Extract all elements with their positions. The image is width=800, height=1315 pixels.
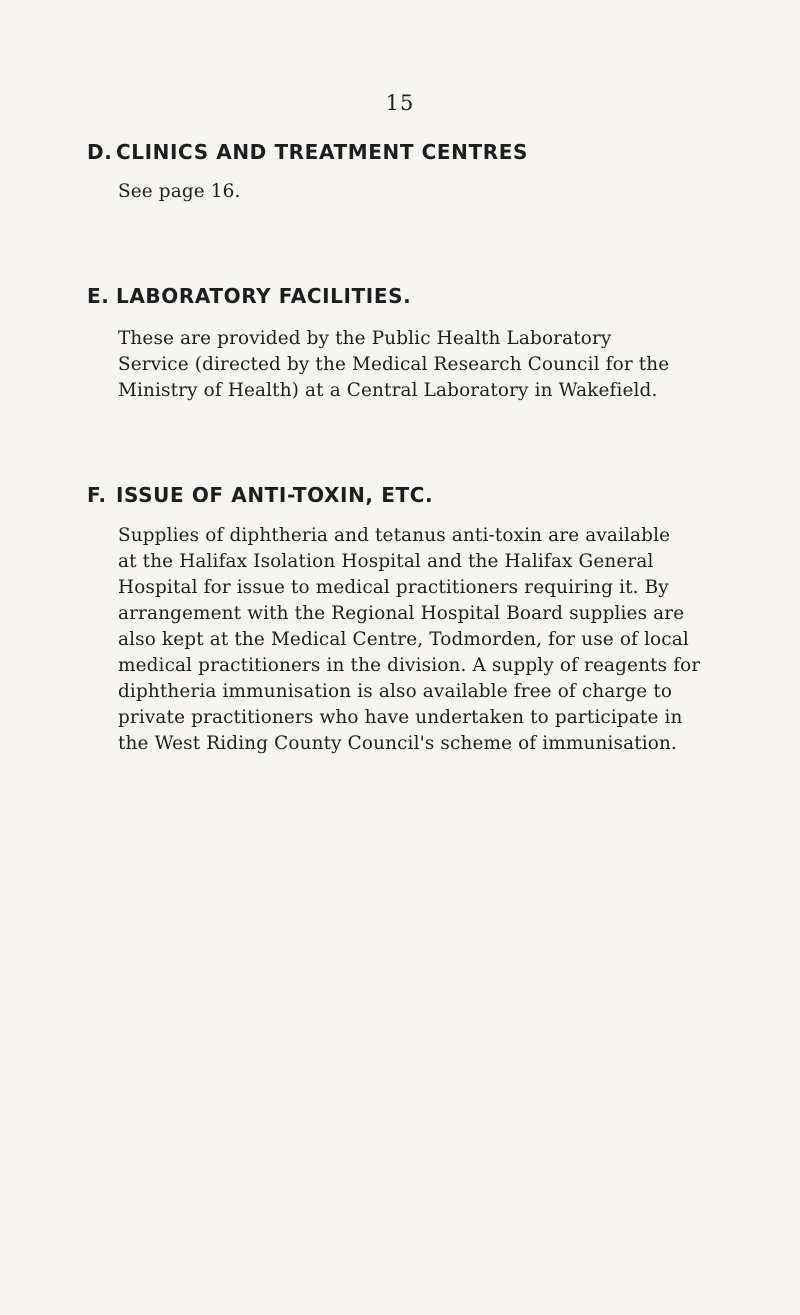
paragraph-line: Ministry of Health) at a Central Laboratory in Wakefield.: [118, 380, 658, 401]
paragraph-line: diphtheria immunisation is also available free of charge to: [118, 681, 673, 702]
paragraph-line: These are provided by the Public Health Laboratory: [118, 328, 612, 349]
paragraph-line: medical practitioners in the division. A supply of reagents for: [118, 655, 701, 676]
section-title: CLINICS AND TREATMENT CENTRES: [116, 140, 529, 164]
paragraph-line: Hospital for issue to medical practitioners requiring it. By: [118, 577, 669, 598]
section-title: ISSUE OF ANTI-TOXIN, ETC.: [116, 483, 434, 507]
section-paragraph: [87, 326, 727, 404]
section-anti-toxin: [87, 481, 727, 757]
paragraph-line: also kept at the Medical Centre, Todmorden, for use of local: [118, 629, 689, 650]
section-letter: E.: [87, 284, 110, 308]
paragraph-line: See page 16.: [118, 181, 241, 202]
paragraph-line: private practitioners who have undertaken to participate in: [118, 707, 683, 728]
paragraph-line: Service (directed by the Medical Research Council for the: [118, 354, 670, 375]
page-number: 15: [385, 91, 415, 115]
section-laboratory: [87, 282, 727, 404]
paragraph-line: at the Halifax Isolation Hospital and the Halifax General: [118, 551, 654, 572]
section-letter: F.: [87, 483, 107, 507]
section-paragraph: [87, 179, 727, 205]
paragraph-line: Supplies of diphtheria and tetanus anti-toxin are available: [118, 525, 671, 546]
section-heading: [87, 481, 727, 509]
paragraph-line: arrangement with the Regional Hospital Board supplies are: [118, 603, 685, 624]
section-paragraph: [87, 523, 727, 757]
section-title: LABORATORY FACILITIES.: [116, 284, 412, 308]
section-heading: [87, 138, 727, 166]
section-letter: D.: [87, 140, 113, 164]
paragraph-line: the West Riding County Council's scheme of immunisation.: [118, 733, 677, 754]
section-heading: [87, 282, 727, 310]
section-clinics: [87, 138, 727, 205]
